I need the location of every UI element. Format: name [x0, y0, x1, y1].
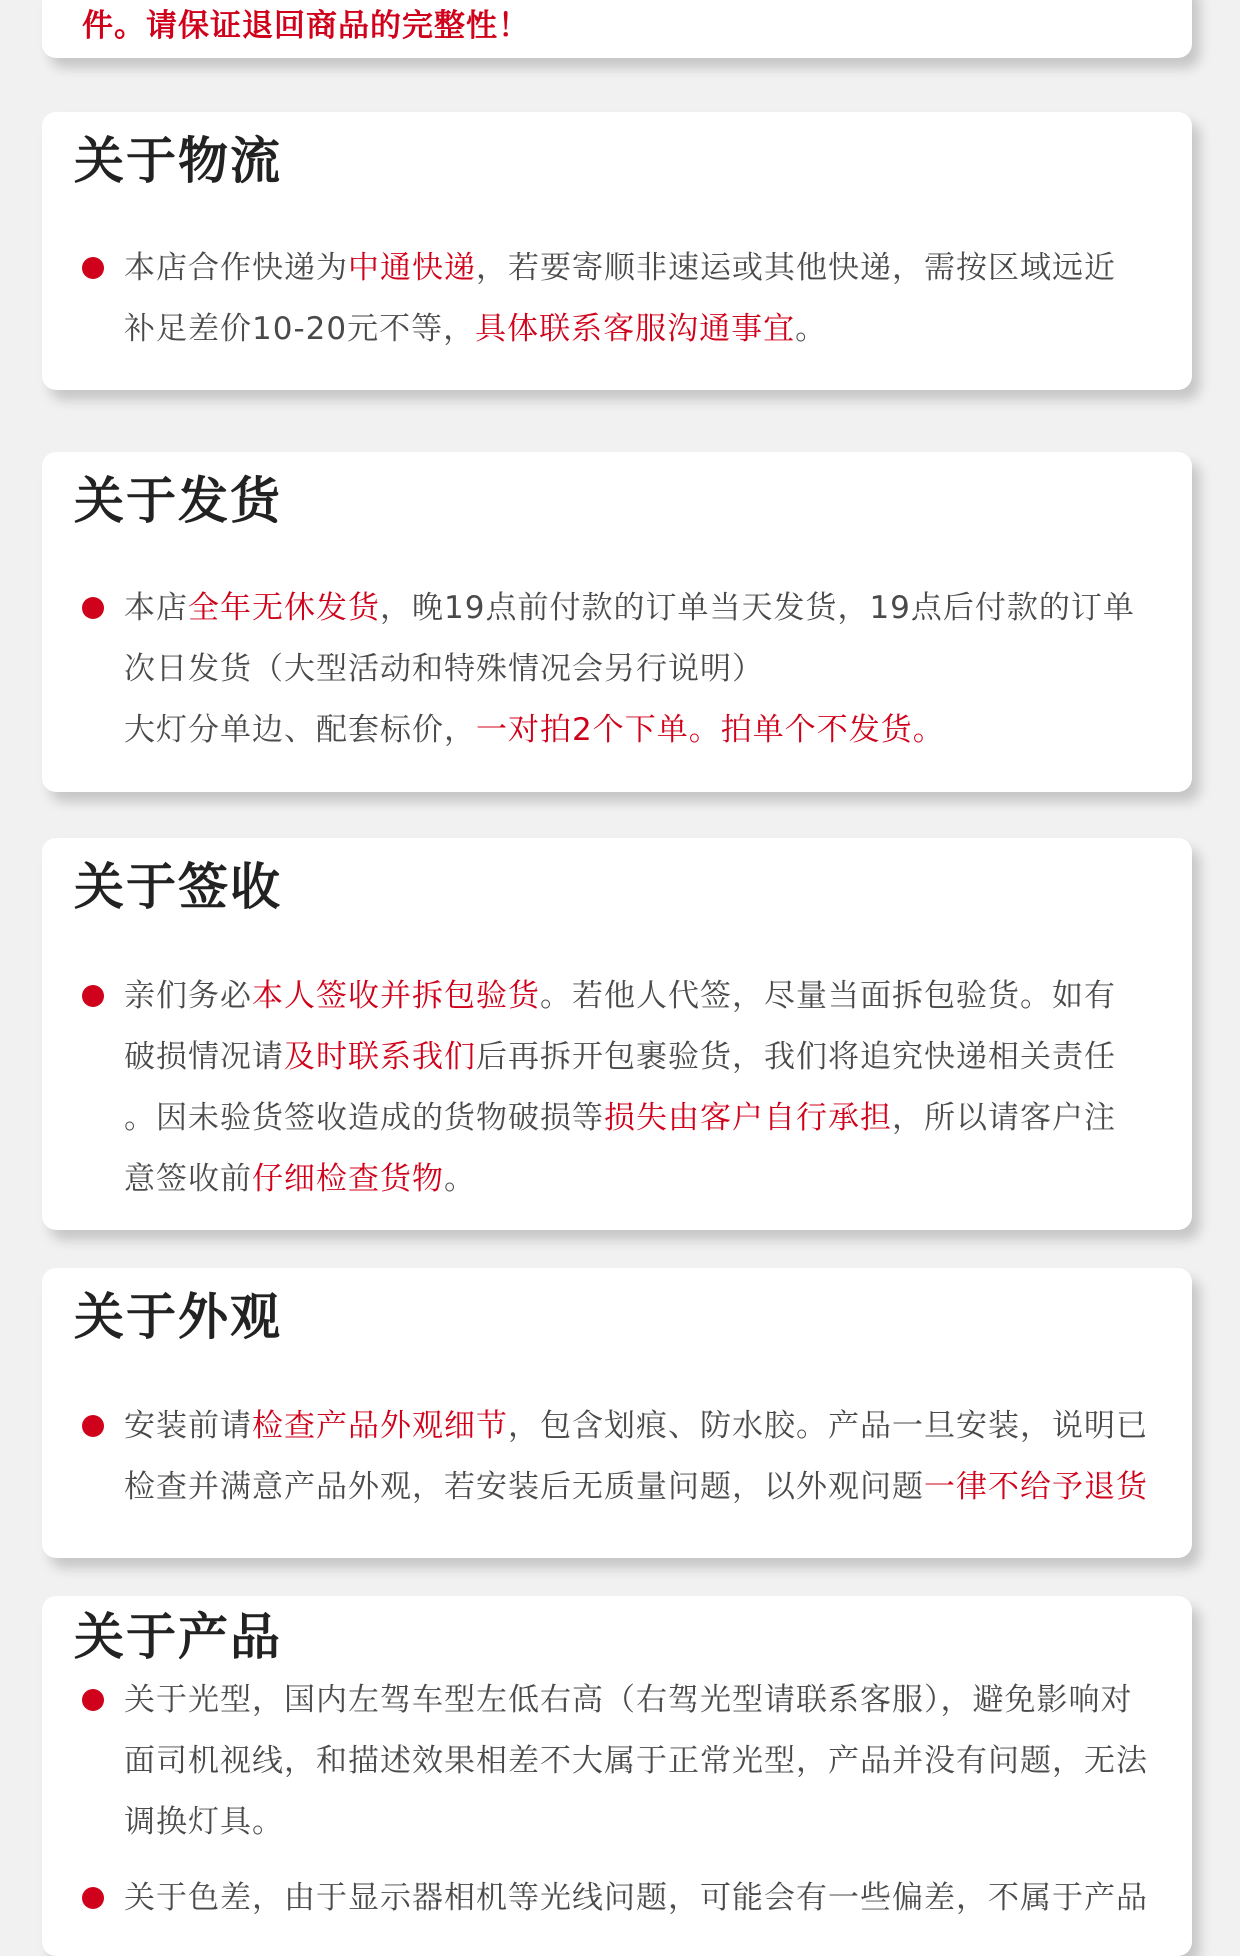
- bullet-dot: [82, 1887, 104, 1909]
- product-line-4: 关于色差，由于显示器相机等光线问题，可能会有一些偏差，不属于产品: [124, 1880, 1148, 1916]
- return-policy-tail: 件。请保证退回商品的完整性！: [82, 8, 530, 44]
- appearance-paragraph: [124, 1396, 1168, 1518]
- shipping-paragraph: [124, 578, 1168, 761]
- product-line-3: 调换灯具。: [124, 1804, 284, 1840]
- appearance-line-2: 检查并满意产品外观，若安装后无质量问题，以外观问题一律不给予退货: [124, 1469, 1148, 1505]
- bullet-dot: [82, 597, 104, 619]
- appearance-title: 关于外观: [74, 1288, 282, 1346]
- logistics-line-1: 本店合作快递为中通快递，若要寄顺非速运或其他快递，需按区域远近: [124, 250, 1116, 286]
- shipping-line-1: 本店全年无休发货，晚19点前付款的订单当天发货，19点后付款的订单: [124, 590, 1135, 626]
- product-paragraph-1: [124, 1670, 1168, 1853]
- logistics-line-2: 补足差价10-20元不等，具体联系客服沟通事宜。: [124, 311, 828, 347]
- bullet-dot: [82, 985, 104, 1007]
- bullet-dot: [82, 1689, 104, 1711]
- receipt-line-4: 意签收前仔细检查货物。: [124, 1161, 476, 1197]
- receipt-line-3: 。因未验货签收造成的货物破损等损失由客户自行承担，所以请客户注: [124, 1100, 1116, 1136]
- receipt-title: 关于签收: [74, 858, 282, 916]
- bullet-dot: [82, 257, 104, 279]
- receipt-line-1: 亲们务必本人签收并拆包验货。若他人代签，尽量当面拆包验货。如有: [124, 978, 1116, 1014]
- product-line-2: 面司机视线，和描述效果相差不大属于正常光型，产品并没有问题，无法: [124, 1743, 1148, 1779]
- product-line-1: 关于光型，国内左驾车型左低右高（右驾光型请联系客服），避免影响对: [124, 1682, 1133, 1718]
- receipt-card: [42, 838, 1192, 1230]
- product-card: [42, 1596, 1192, 1956]
- receipt-paragraph: [124, 966, 1168, 1210]
- logistics-card: [42, 112, 1192, 390]
- logistics-title: 关于物流: [74, 132, 282, 190]
- shipping-line-3: 大灯分单边、配套标价，一对拍2个下单。拍单个不发货。: [124, 712, 945, 748]
- appearance-line-1: 安装前请检查产品外观细节，包含划痕、防水胶。产品一旦安装，说明已: [124, 1408, 1148, 1444]
- shipping-line-2: 次日发货（大型活动和特殊情况会另行说明）: [124, 651, 764, 687]
- appearance-card: [42, 1268, 1192, 1558]
- product-title: 关于产品: [74, 1608, 282, 1666]
- logistics-paragraph: [124, 238, 1168, 360]
- shipping-title: 关于发货: [74, 472, 282, 530]
- return-policy-card: [42, 0, 1192, 58]
- shipping-card: [42, 452, 1192, 792]
- receipt-line-2: 破损情况请及时联系我们后再拆开包裹验货，我们将追究快递相关责任: [124, 1039, 1116, 1075]
- bullet-dot: [82, 1415, 104, 1437]
